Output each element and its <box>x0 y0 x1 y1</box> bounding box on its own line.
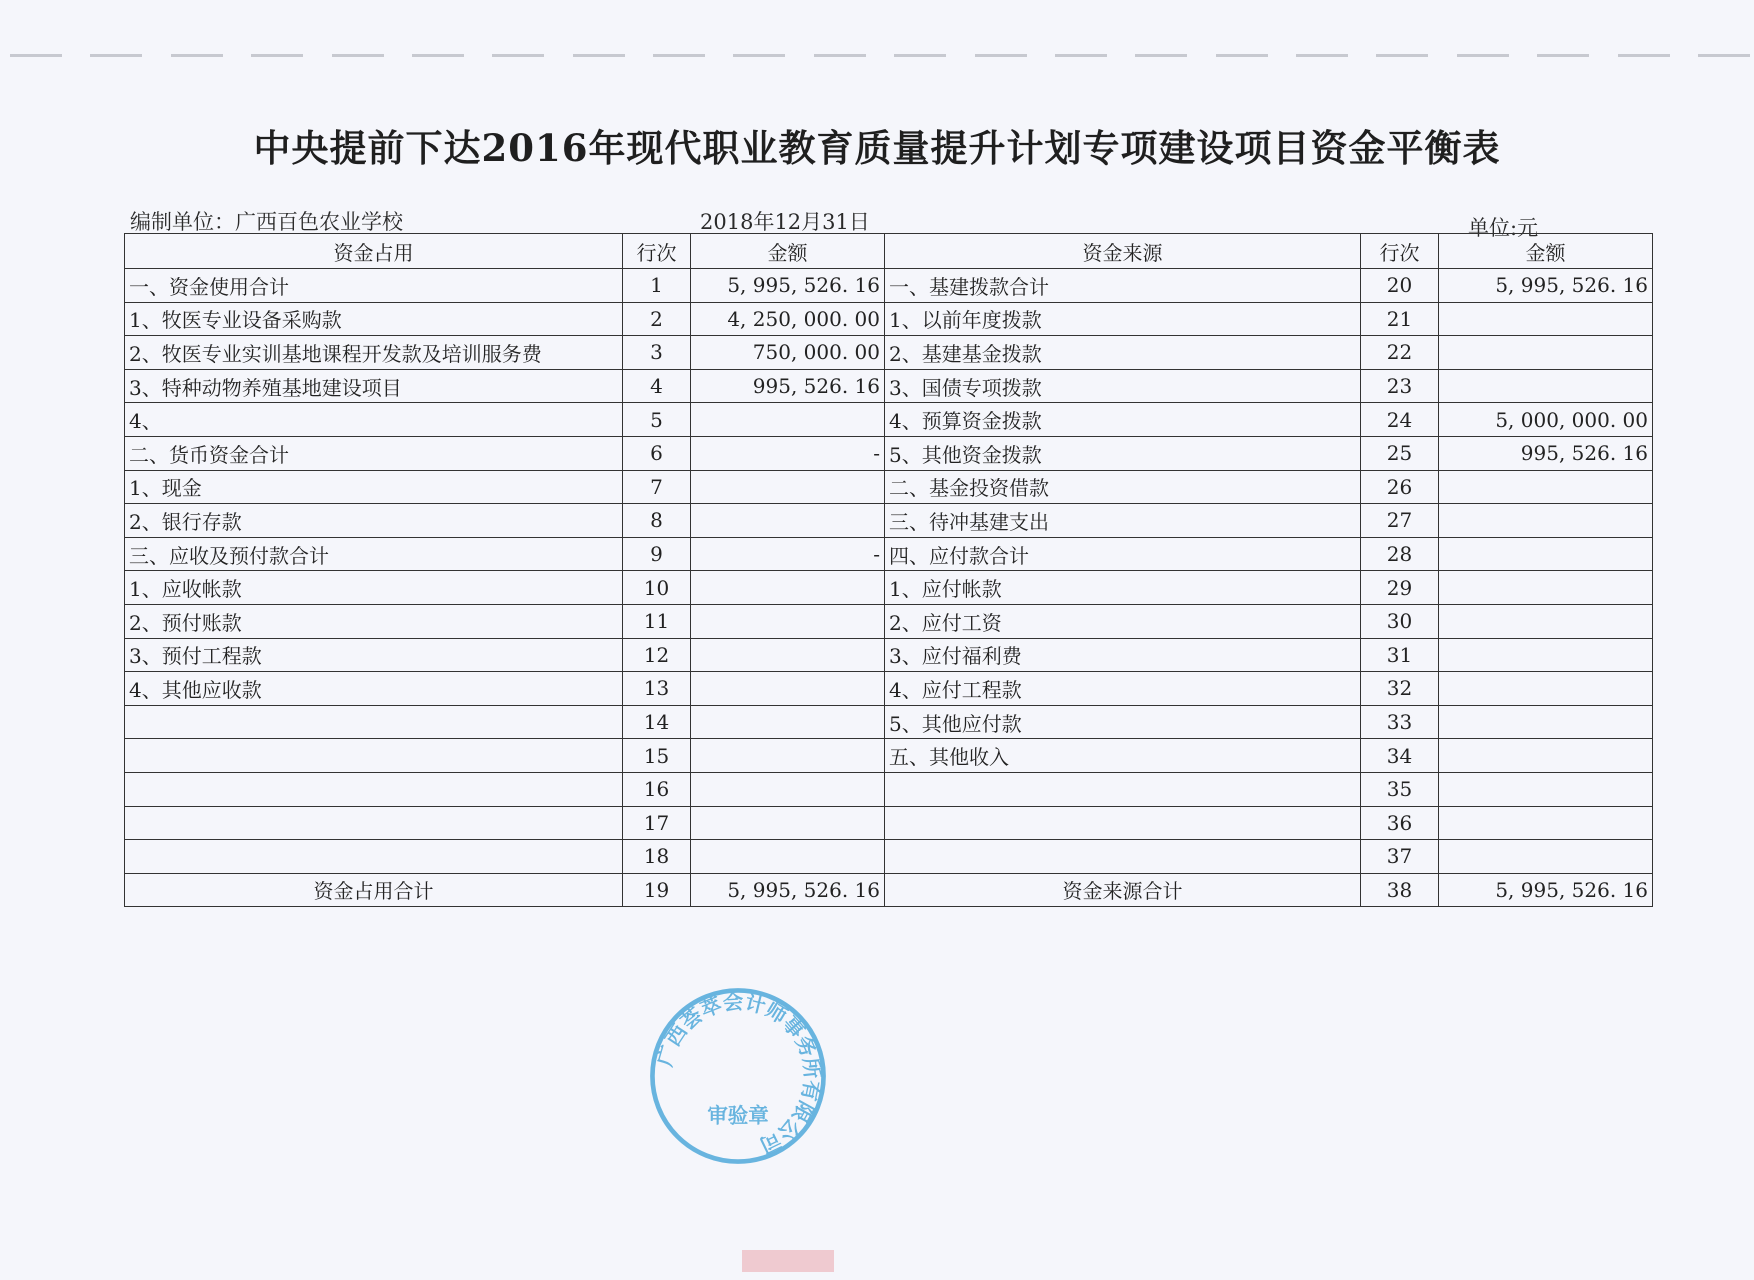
perforation-dash <box>573 54 625 57</box>
header-row-no-right: 行次 <box>1361 234 1439 269</box>
fund-source-amount <box>1439 604 1653 638</box>
table-row <box>125 470 1653 504</box>
table-row <box>125 571 1653 605</box>
total-use-row-no: 19 <box>623 873 691 907</box>
fund-use-amount <box>691 739 885 773</box>
perforation-dash <box>1055 54 1107 57</box>
fund-source-amount <box>1439 369 1653 403</box>
fund-source-row-no: 37 <box>1361 840 1439 874</box>
fund-use-row-no: 10 <box>623 571 691 605</box>
fund-source-row-no: 24 <box>1361 403 1439 437</box>
fund-use-amount: - <box>691 537 885 571</box>
table-row <box>125 638 1653 672</box>
fund-use-row-no: 9 <box>623 537 691 571</box>
fund-use-amount: 4, 250, 000. 00 <box>691 302 885 336</box>
fund-source-row-no: 23 <box>1361 369 1439 403</box>
table-row <box>125 504 1653 538</box>
table-header-row <box>125 234 1653 269</box>
fund-use-row-no: 15 <box>623 739 691 773</box>
header-fund-use: 资金占用 <box>125 234 623 269</box>
fund-use-item: 二、货币资金合计 <box>125 436 623 470</box>
table-row <box>125 705 1653 739</box>
fund-use-amount <box>691 806 885 840</box>
table-row <box>125 336 1653 370</box>
fund-source-row-no: 34 <box>1361 739 1439 773</box>
header-amount-left: 金额 <box>691 234 885 269</box>
fund-use-row-no: 7 <box>623 470 691 504</box>
fund-use-amount: - <box>691 436 885 470</box>
fund-source-amount <box>1439 571 1653 605</box>
fund-use-row-no: 8 <box>623 504 691 538</box>
table-row <box>125 772 1653 806</box>
fund-use-amount <box>691 705 885 739</box>
fund-source-item: 1、以前年度拨款 <box>885 302 1361 336</box>
fund-source-row-no: 28 <box>1361 537 1439 571</box>
fund-source-amount <box>1439 840 1653 874</box>
fund-source-row-no: 31 <box>1361 638 1439 672</box>
red-edge-mark <box>742 1250 834 1272</box>
perforation-dash <box>492 54 544 57</box>
table-row <box>125 604 1653 638</box>
fund-use-amount <box>691 604 885 638</box>
fund-use-row-no: 13 <box>623 672 691 706</box>
seal-ring-text: 广西荟萃会计师事务所有限公司 <box>652 989 825 1158</box>
fund-use-item <box>125 806 623 840</box>
fund-source-item <box>885 806 1361 840</box>
fund-source-row-no: 27 <box>1361 504 1439 538</box>
perforation-dash <box>332 54 384 57</box>
fund-use-item: 4、 <box>125 403 623 437</box>
balance-table <box>124 233 1653 907</box>
fund-source-item: 3、国债专项拨款 <box>885 369 1361 403</box>
fund-source-amount: 995, 526. 16 <box>1439 436 1653 470</box>
fund-source-item: 4、预算资金拨款 <box>885 403 1361 437</box>
perforation-dash <box>171 54 223 57</box>
fund-use-item <box>125 840 623 874</box>
fund-use-row-no: 14 <box>623 705 691 739</box>
fund-source-row-no: 35 <box>1361 772 1439 806</box>
table-row <box>125 537 1653 571</box>
perforation-dash <box>1457 54 1509 57</box>
fund-use-item: 2、预付账款 <box>125 604 623 638</box>
fund-source-amount <box>1439 470 1653 504</box>
table-body <box>125 269 1653 874</box>
perforation-edge <box>10 48 1750 64</box>
fund-source-amount <box>1439 537 1653 571</box>
fund-source-row-no: 29 <box>1361 571 1439 605</box>
total-source-label: 资金来源合计 <box>885 873 1361 907</box>
fund-use-item: 3、预付工程款 <box>125 638 623 672</box>
fund-use-item: 三、应收及预付款合计 <box>125 537 623 571</box>
fund-source-amount: 5, 000, 000. 00 <box>1439 403 1653 437</box>
perforation-dash <box>733 54 785 57</box>
fund-source-row-no: 25 <box>1361 436 1439 470</box>
fund-source-amount <box>1439 806 1653 840</box>
fund-source-row-no: 33 <box>1361 705 1439 739</box>
perforation-dash <box>814 54 866 57</box>
currency-unit: 单位:元 <box>1468 216 1539 240</box>
fund-use-amount <box>691 638 885 672</box>
fund-use-item: 4、其他应收款 <box>125 672 623 706</box>
fund-use-row-no: 11 <box>623 604 691 638</box>
table-row <box>125 436 1653 470</box>
fund-use-amount <box>691 672 885 706</box>
report-date: 2018年12月31日 <box>700 210 870 234</box>
fund-source-amount <box>1439 638 1653 672</box>
total-source-row-no: 38 <box>1361 873 1439 907</box>
fund-source-item: 四、应付款合计 <box>885 537 1361 571</box>
perforation-dash <box>1618 54 1670 57</box>
fund-source-item: 1、应付帐款 <box>885 571 1361 605</box>
fund-use-amount <box>691 403 885 437</box>
fund-source-row-no: 22 <box>1361 336 1439 370</box>
table-row <box>125 806 1653 840</box>
fund-use-amount: 750, 000. 00 <box>691 336 885 370</box>
fund-source-item: 5、其他应付款 <box>885 705 1361 739</box>
perforation-dash <box>975 54 1027 57</box>
fund-source-item: 4、应付工程款 <box>885 672 1361 706</box>
fund-use-row-no: 1 <box>623 269 691 303</box>
fund-source-amount <box>1439 336 1653 370</box>
perforation-dash <box>653 54 705 57</box>
perforation-dash <box>894 54 946 57</box>
fund-use-row-no: 5 <box>623 403 691 437</box>
fund-source-amount <box>1439 739 1653 773</box>
fund-use-amount <box>691 772 885 806</box>
perforation-dash <box>1698 54 1750 57</box>
fund-use-amount: 995, 526. 16 <box>691 369 885 403</box>
table-row <box>125 403 1653 437</box>
audit-seal-stamp <box>645 983 831 1169</box>
fund-use-item <box>125 772 623 806</box>
table-row <box>125 739 1653 773</box>
table-row <box>125 840 1653 874</box>
fund-use-amount <box>691 571 885 605</box>
perforation-dash <box>90 54 142 57</box>
fund-source-row-no: 20 <box>1361 269 1439 303</box>
perforation-dash <box>10 54 62 57</box>
fund-source-item: 一、基建拨款合计 <box>885 269 1361 303</box>
fund-use-row-no: 4 <box>623 369 691 403</box>
fund-source-item: 2、应付工资 <box>885 604 1361 638</box>
perforation-dash <box>1216 54 1268 57</box>
fund-use-row-no: 18 <box>623 840 691 874</box>
fund-source-item <box>885 840 1361 874</box>
total-use-label: 资金占用合计 <box>125 873 623 907</box>
fund-use-item: 1、现金 <box>125 470 623 504</box>
fund-source-item: 五、其他收入 <box>885 739 1361 773</box>
header-fund-source: 资金来源 <box>885 234 1361 269</box>
fund-source-row-no: 26 <box>1361 470 1439 504</box>
fund-use-item <box>125 739 623 773</box>
table-row <box>125 302 1653 336</box>
fund-use-item: 2、银行存款 <box>125 504 623 538</box>
fund-use-item: 3、特种动物养殖基地建设项目 <box>125 369 623 403</box>
fund-use-item: 一、资金使用合计 <box>125 269 623 303</box>
fund-source-row-no: 30 <box>1361 604 1439 638</box>
preparing-unit: 编制单位：广西百色农业学校 <box>130 210 403 234</box>
fund-use-row-no: 6 <box>623 436 691 470</box>
perforation-dash <box>251 54 303 57</box>
fund-source-amount <box>1439 672 1653 706</box>
perforation-dash <box>412 54 464 57</box>
perforation-dash <box>1537 54 1589 57</box>
table-row <box>125 369 1653 403</box>
fund-source-amount <box>1439 302 1653 336</box>
fund-use-amount <box>691 504 885 538</box>
header-row-no-left: 行次 <box>623 234 691 269</box>
fund-use-row-no: 2 <box>623 302 691 336</box>
fund-use-item: 2、牧医专业实训基地课程开发款及培训服务费 <box>125 336 623 370</box>
fund-use-amount <box>691 840 885 874</box>
fund-source-item: 2、基建基金拨款 <box>885 336 1361 370</box>
fund-source-row-no: 32 <box>1361 672 1439 706</box>
fund-use-item: 1、应收帐款 <box>125 571 623 605</box>
fund-source-amount <box>1439 504 1653 538</box>
header-amount-right: 金额 <box>1439 234 1653 269</box>
fund-source-item: 二、基金投资借款 <box>885 470 1361 504</box>
fund-source-amount <box>1439 705 1653 739</box>
fund-source-amount: 5, 995, 526. 16 <box>1439 269 1653 303</box>
fund-use-row-no: 17 <box>623 806 691 840</box>
fund-use-row-no: 12 <box>623 638 691 672</box>
fund-source-item <box>885 772 1361 806</box>
perforation-dash <box>1296 54 1348 57</box>
fund-source-item: 三、待冲基建支出 <box>885 504 1361 538</box>
table-row <box>125 269 1653 303</box>
fund-use-item: 1、牧医专业设备采购款 <box>125 302 623 336</box>
fund-source-item: 5、其他资金拨款 <box>885 436 1361 470</box>
perforation-dash <box>1135 54 1187 57</box>
fund-use-item <box>125 705 623 739</box>
document-title: 中央提前下达2016年现代职业教育质量提升计划专项建设项目资金平衡表 <box>253 126 1501 170</box>
total-source-amount: 5, 995, 526. 16 <box>1439 873 1653 907</box>
fund-use-row-no: 16 <box>623 772 691 806</box>
fund-use-amount: 5, 995, 526. 16 <box>691 269 885 303</box>
fund-source-row-no: 21 <box>1361 302 1439 336</box>
fund-source-item: 3、应付福利费 <box>885 638 1361 672</box>
totals-row <box>125 873 1653 907</box>
table-row <box>125 672 1653 706</box>
total-use-amount: 5, 995, 526. 16 <box>691 873 885 907</box>
fund-source-amount <box>1439 772 1653 806</box>
fund-use-row-no: 3 <box>623 336 691 370</box>
seal-center-text: 审验章 <box>707 1103 769 1128</box>
fund-source-row-no: 36 <box>1361 806 1439 840</box>
fund-use-amount <box>691 470 885 504</box>
perforation-dash <box>1376 54 1428 57</box>
